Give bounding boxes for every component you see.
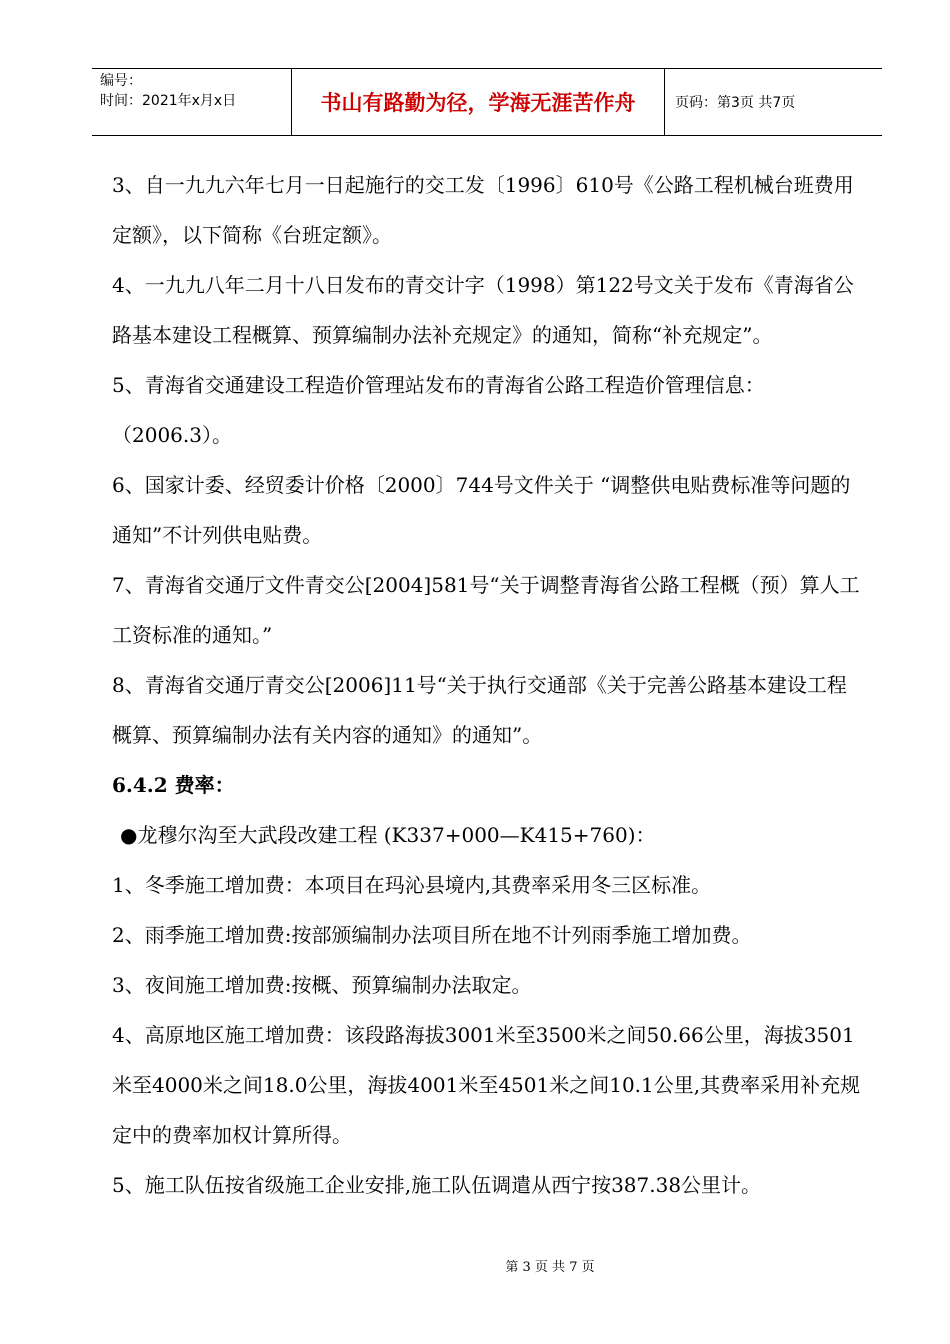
paragraph-7: 7、青海省交通厅文件青交公[2004]581号“关于调整青海省公路工程概（预）算人工工资标准的通知。” bbox=[112, 573, 860, 647]
header-page-info: 页码：第3页 共7页 bbox=[675, 95, 796, 111]
header-meta bbox=[92, 69, 292, 135]
paragraph-5: 5、青海省交通建设工程造价管理站发布的青海省公路工程造价管理信息：（2006.3）。 bbox=[112, 373, 765, 447]
paragraph-4: 4、一九九八年二月十八日发布的青交计字（1998）第122号文关于发布《青海省公路基本建设工程概算、预算编制办法补充规定》的通知，简称“补充规定”。 bbox=[112, 273, 854, 347]
rate-item-2: 2、雨季施工增加费:按部颁编制办法项目所在地不计列雨季施工增加费。 bbox=[112, 923, 752, 947]
rate-item-4: 4、高原地区施工增加费：该段路海拔3001米至3500米之间50.66公里，海拔3501米至4000米之间18.0公里，海拔4001米至4501米之间10.1公里,其费率采用补充规定中的费率加权计算所得。 bbox=[112, 1023, 861, 1147]
page-header bbox=[92, 68, 882, 136]
rate-item-3: 3、夜间施工增加费:按概、预算编制办法取定。 bbox=[112, 973, 532, 997]
paragraph-6: 6、国家计委、经贸委计价格〔2000〕744号文件关于 “调整供电贴费标准等问题的通知”不计列供电贴费。 bbox=[112, 473, 851, 547]
paragraph-8: 8、青海省交通厅青交公[2006]11号“关于执行交通部《关于完善公路基本建设工程概算、预算编制办法有关内容的通知》的通知”。 bbox=[112, 673, 847, 747]
document-body bbox=[112, 160, 862, 1210]
paragraph-3: 3、自一九九六年七月一日起施行的交工发〔1996〕610号《公路工程机械台班费用定额》，以下简称《台班定额》。 bbox=[112, 173, 854, 247]
header-motto: 书山有路勤为径，学海无涯苦作舟 bbox=[292, 69, 665, 135]
section-heading: 6.4.2 费率： bbox=[112, 773, 235, 797]
bullet-item: ●龙穆尔沟至大武段改建工程 (K337+000—K415+760)： bbox=[120, 823, 656, 847]
document-time: 时间：2021年x月x日 bbox=[100, 93, 237, 109]
rate-item-1: 1、冬季施工增加费：本项目在玛沁县境内,其费率采用冬三区标准。 bbox=[112, 873, 712, 897]
document-number: 编号： bbox=[100, 73, 142, 89]
page-footer: 第 3 页 共 7 页 bbox=[505, 1260, 595, 1275]
rate-item-5: 5、施工队伍按省级施工企业安排,施工队伍调遣从西宁按387.38公里计。 bbox=[112, 1173, 762, 1197]
